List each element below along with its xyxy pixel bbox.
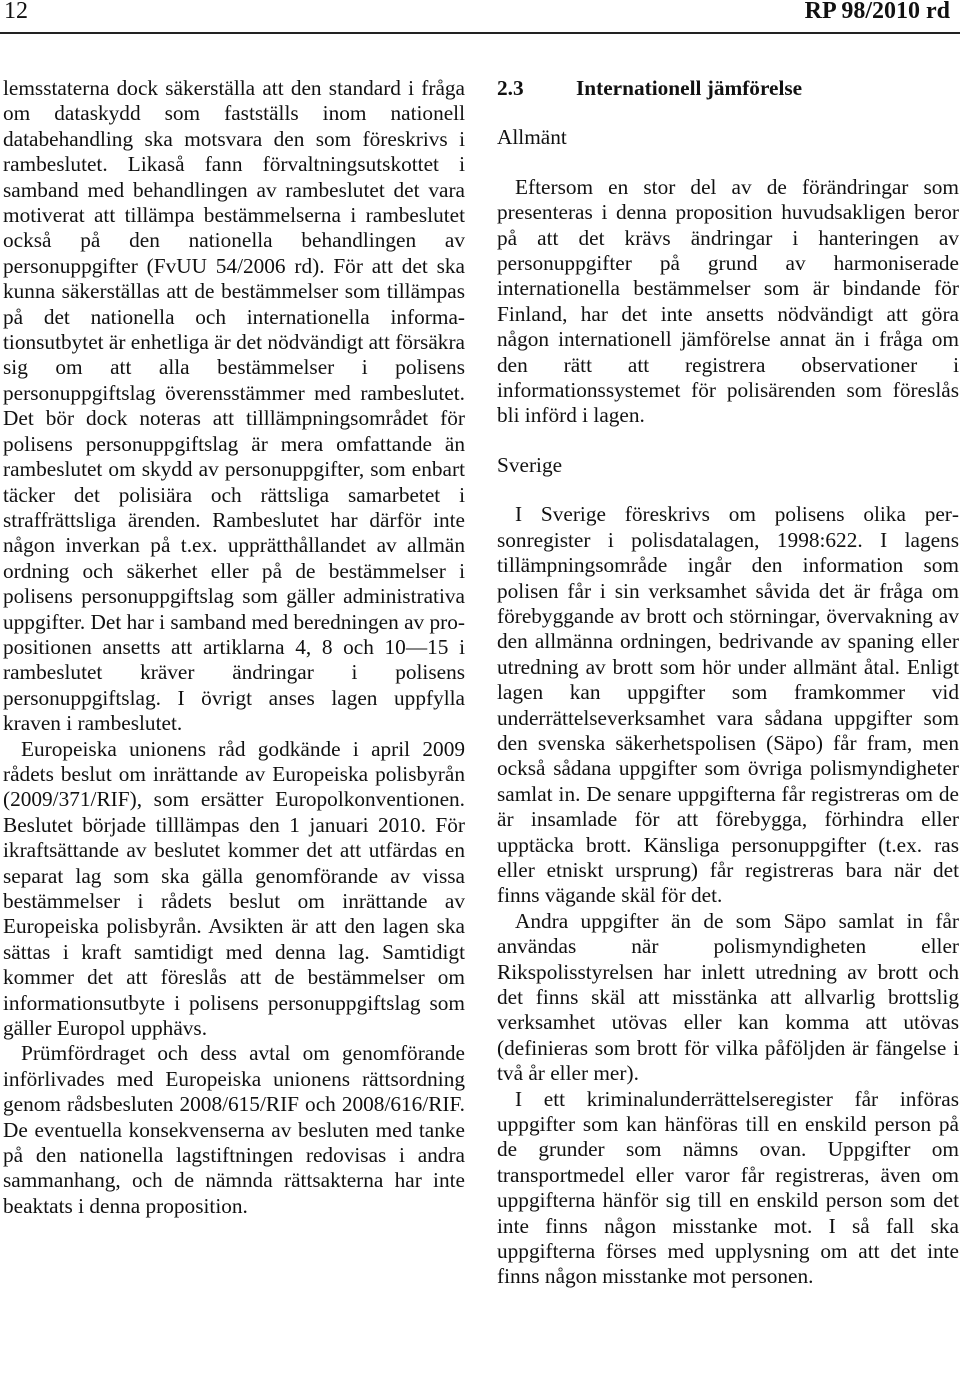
page-number: 12 [4, 0, 28, 24]
left-paragraph-2: Europeiska unionens råd godkände i april 2009 rådets beslut om inrättande av Europeiska polisbyrån (2009/371/RIF), som ersätter Europolkonventionen. Beslutet började tilllämpas den 1 januari 2010. För ikraftsättande av beslutet kommer det att utfärdas en separat lag som ska gälla genomförande av vissa bestämmelser i rådets beslut om inrättande av Europeiska polisbyrån. Avsikten är att den lagen ska sättas i kraft samtidigt med denna lag. Samtidigt kommer det att föreslås att de bestämmelser om informationsutbyte i polisens personuppgiftslag som gäller Europol upphävs. [3, 736, 465, 1041]
left-column [3, 76, 465, 1219]
section-heading [497, 76, 959, 101]
allmant-paragraph-1: Eftersom en stor del av de förändringar som presenteras i denna proposition huvudsakligen beror på att det krävs ändringar i hanteringen av personuppgifter på grund av harmoniserade internationella bestämmelser som är bindande för Finland, har det inte ansetts nödvändigt att göra någon internationell jämförelse annat än i fråga om den rätt att registrera observationer i informationssystemet för polisärenden som föreslås bli införd i lagen. [497, 174, 959, 428]
header-rule [0, 32, 960, 34]
right-column [497, 76, 959, 1290]
left-paragraph-1: lemsstaterna dock säkerställa att den standard i fråga om dataskydd som fastställs inom nationell databehandling ska motsvara den som föreskrivs i rambeslutet. Likaså fann förvaltningsutskottet i samband med behandlingen av rambeslutet det vara motiverat att tillämpa bestämmelserna i rambeslutet också på den nationella behandlingen av personuppgifter (FvUU 54/2006 rd). För att det ska kunna säkerställas att de bestämmelser som tillämpas på det nationella och internationella informationsutbytet är enhetliga är det nödvändigt att försäkra sig om att alla bestämmelser i polisens personuppgiftslag överensstämmer med rambeslutet. Det bör dock noteras att tilllämpningsområdet för polisens personuppgiftslag är mera omfattande än rambeslutet om skydd av personuppgifter, som enbart täcker det polisiära och rättsliga samarbetet i straffrättsliga ärenden. Rambeslutet har därför inte någon inverkan på t.ex. upprätthållandet av allmän ordning och säkerhet eller på de bestämmelser i polisens personuppgiftslag som gäller administrativa uppgifter. Det har i samband med beredningen av propositionen ansetts att artiklarna 4, 8 och 10—15 i rambeslutet kräver ändringar i polisens personuppgiftslag. I övrigt anses lagen uppfylla kraven i rambeslutet. [3, 76, 465, 736]
document-id: RP 98/2010 rd [804, 0, 950, 24]
page-header [0, 0, 960, 30]
sverige-paragraph-2: Andra uppgifter än de som Säpo samlat in får användas när polismyndigheten eller Rikspolisstyrelsen har inlett utredning av brott och det finns skäl att misstänka att allvarlig brottslig verksamhet utövas eller kan komma att utövas (definieras som brott för vilka påföljden är fängelse i två år eller mer). [497, 908, 959, 1086]
section-number: 2.3 [497, 76, 524, 100]
left-paragraph-3: Prümfördraget och dess avtal om genomförande införlivades med Europeiska unionens rättsordning genom rådsbesluten 2008/615/RIF och 2008/616/RIF. De eventuella konsekvenserna av besluten med tanke på den nationella lagstiftningen redovisas i andra sammanhang, och de nämnda rättsakterna har inte beaktats i denna proposition. [3, 1041, 465, 1218]
section-title: Internationell jämförelse [576, 76, 803, 100]
subheading-allmant: Allmänt [497, 125, 567, 150]
subheading-sverige: Sverige [497, 452, 563, 477]
sverige-paragraph-3: I ett kriminalunderrättelseregister får införas uppgifter som kan hänföras till en enskild person på de grunder som nämns ovan. Uppgifter om transportmedel eller varor får registreras, även om uppgifterna hänför sig till en enskild person som det inte finns någon misstanke mot. I så fall ska uppgifterna förses med upplysning om att det inte finns någon misstanke mot personen. [497, 1086, 959, 1289]
sverige-paragraph-1: I Sverige föreskrivs om polisens olika personregister i polisdatalagen, 1998:622. I lagens tillämpningsområde ingår den information som polisen får i sin verksamhet såvida det är fråga om förebyggande av brott och störningar, övervakning av den allmänna ordningen, bedrivande av spaning eller utredning av brott som hör under allmänt åtal. Enligt lagen kan uppgifter som framkommer vid underrättelseverksamhet vara sådana uppgifter som den svenska säkerhetspolisen (Säpo) får fram, men också sådana uppgifter som övriga polismyndigheter samlat in. De senare uppgifterna får registreras om de är insamlade för att förebygga, förhindra eller upptäcka brott. Känsliga personuppgifter (t.ex. ras eller etniskt ursprung) får registreras bara när det finns vägande skäl för det. [497, 502, 959, 908]
